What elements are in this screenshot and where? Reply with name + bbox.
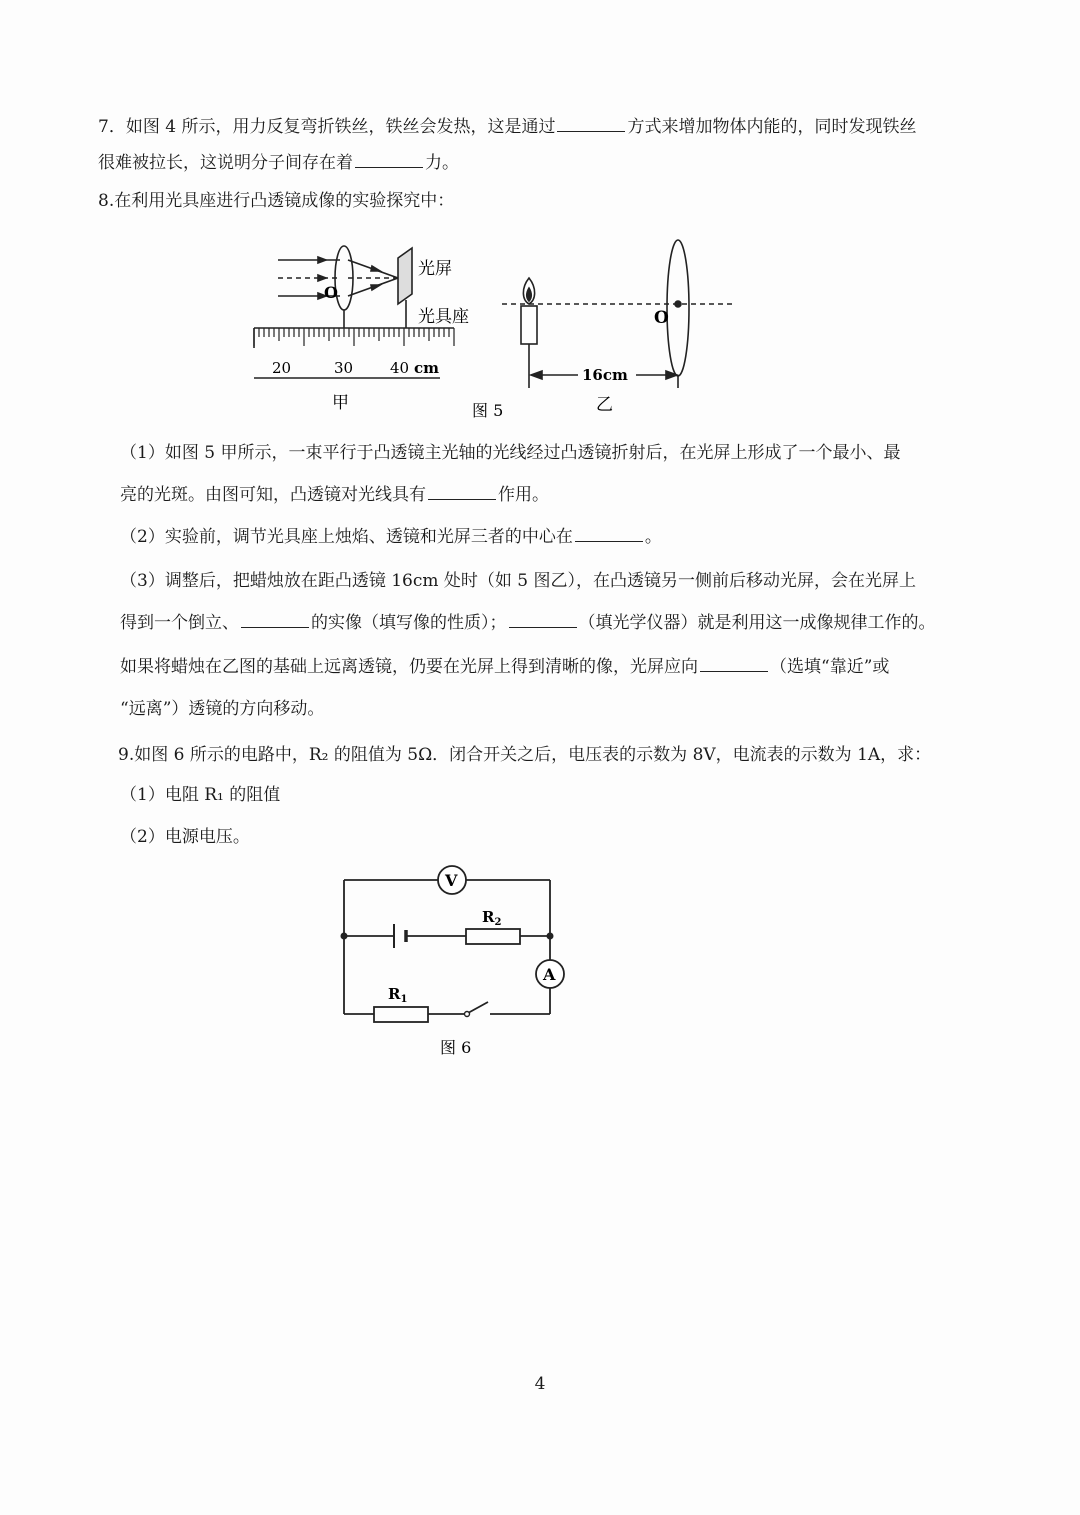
q8-p1-line-1: （1）如图 5 甲所示，一束平行于凸透镜主光轴的光线经过凸透镜折射后，在光屏上形成了一个最小、最 xyxy=(120,443,901,463)
q9-line-3: （2）电源电压。 xyxy=(120,827,250,847)
q7-line-2 xyxy=(98,152,1018,174)
label-lens-o2: O xyxy=(654,308,669,328)
switch-pivot xyxy=(465,1012,470,1017)
q8-blank-2[interactable] xyxy=(575,527,643,542)
tick-label-20: 20 xyxy=(272,359,292,377)
q8-p1-line-2 xyxy=(120,484,1018,506)
q8-p3-text-c: （填光学仪器）就是利用这一成像规律工作的。 xyxy=(578,613,936,633)
r2-label: $R_2$ xyxy=(482,908,502,928)
figure-5 xyxy=(240,230,760,430)
q8-blank-1[interactable] xyxy=(428,485,496,500)
q8-p3-text-a: 得到一个倒立、 xyxy=(120,613,239,633)
label-distance: 16cm xyxy=(582,366,628,384)
q8-blank-3[interactable] xyxy=(241,613,309,628)
q7-text-1b: 方式来增加物体内能的，同时发现铁丝 xyxy=(627,117,917,137)
tick-label-40: 40 xyxy=(390,359,410,377)
junction-right xyxy=(547,933,554,940)
q8-p2-text-a: （2）实验前，调节光具座上烛焰、透镜和光屏三者的中心在 xyxy=(120,527,573,547)
q7-text-1a: 7．如图 4 所示，用力反复弯折铁丝，铁丝会发热，这是通过 xyxy=(98,117,556,137)
junction-left xyxy=(341,933,348,940)
q7-blank-2[interactable] xyxy=(355,153,423,168)
figure-5-caption: 图 5 xyxy=(472,401,504,420)
r1-label: $R_1$ xyxy=(388,985,408,1005)
label-lens-o1: O xyxy=(324,283,338,302)
q8-p3-text-d: 如果将蜡烛在乙图的基础上远离透镜，仍要在光屏上得到清晰的像，光屏应向 xyxy=(120,657,698,677)
q9-line-1: 9.如图 6 所示的电路中，R₂ 的阻值为 5Ω．闭合开关之后，电压表的示数为 8V，电流表的示数为 1A，求： xyxy=(118,745,932,765)
page-number: 4 xyxy=(534,1374,546,1394)
q8-p3-line-2 xyxy=(120,612,1018,634)
q8-p3-line-1: （3）调整后，把蜡烛放在距凸透镜 16cm 处时（如 5 图乙），在凸透镜另一侧前后移动光屏，会在光屏上 xyxy=(120,571,917,591)
q7-text-2a: 很难被拉长，这说明分子间存在着 xyxy=(98,153,353,173)
q8-p2-text-b: 。 xyxy=(644,527,662,547)
q7-line-1 xyxy=(98,116,1018,138)
label-jia: 甲 xyxy=(332,393,349,413)
q7-blank-1[interactable] xyxy=(557,117,625,132)
label-screen: 光屏 xyxy=(418,259,452,279)
ruler-ticks xyxy=(254,328,454,346)
q8-intro: 8.在利用光具座进行凸透镜成像的实验探究中： xyxy=(98,191,455,211)
q7-text-2b: 力。 xyxy=(425,153,459,173)
q8-p3-line-3 xyxy=(120,656,1018,678)
tick-unit: cm xyxy=(414,359,440,377)
q8-p3-line-4: “远离”）透镜的方向移动。 xyxy=(120,699,325,719)
q8-p3-text-b: 的实像（填写像的性质）； xyxy=(311,613,507,633)
label-bench: 光具座 xyxy=(418,307,469,327)
q8-blank-4[interactable] xyxy=(509,613,577,628)
label-yi: 乙 xyxy=(596,395,613,415)
figure-6-caption: 图 6 xyxy=(440,1038,472,1057)
q8-p2-line xyxy=(120,526,1018,548)
q9-line-2: （1）电阻 R₁ 的阻值 xyxy=(120,785,281,805)
circuit-wires xyxy=(344,880,550,1022)
ammeter-label: A xyxy=(543,965,556,984)
tick-label-30: 30 xyxy=(334,359,354,377)
figure-6 xyxy=(330,860,570,1060)
q8-p3-text-e: （选填“靠近”或 xyxy=(770,657,890,677)
q8-p1-text-a: 亮的光斑。由图可知，凸透镜对光线具有 xyxy=(120,485,426,505)
q8-blank-5[interactable] xyxy=(700,657,768,672)
q8-p1-text-b: 作用。 xyxy=(498,485,549,505)
voltmeter-label: V xyxy=(445,871,458,890)
